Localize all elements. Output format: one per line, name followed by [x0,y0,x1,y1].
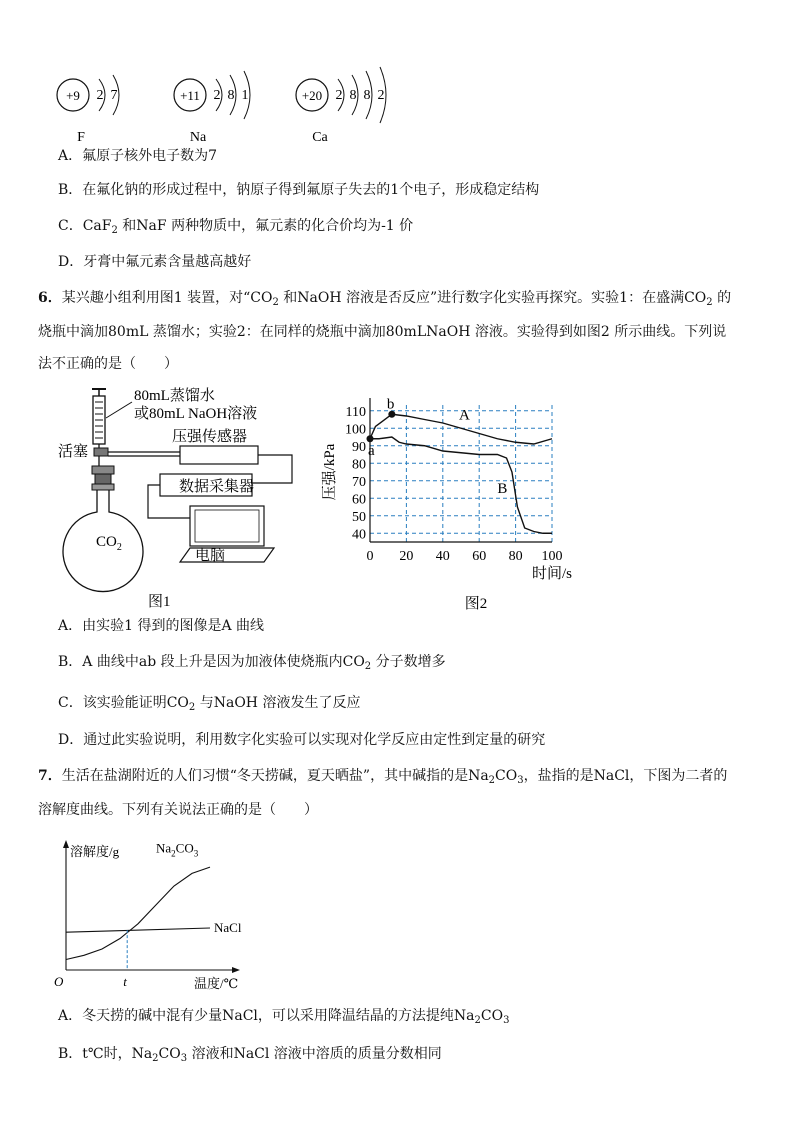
q5-option-d: D．牙膏中氟元素含量越高越好 [58,254,252,270]
y-tick-label: 80 [352,457,366,473]
q7-option-b: B．t℃时，$Na_2CO_3$ 溶液和NaCl 溶液中溶质的质量分数相同 [58,1046,442,1064]
x-tick-label: 40 [435,549,450,564]
shell-electron-count: 2 [213,88,221,103]
shell-electron-count: 2 [96,88,104,103]
figure-1-apparatus [40,380,310,620]
nucleus-charge: +9 [66,88,80,103]
q7-stem-line2: 溶解度曲线。下列有关说法正确的是（ ） [38,802,318,818]
q6-option-b: B．A 曲线中ab 段上升是因为加液体使烧瓶内$CO_2$ 分子数增多 [58,654,446,672]
solubility-chart [50,834,250,994]
shell-electron-count: 8 [227,88,235,103]
series-line-NaCl [66,928,210,932]
x-tick-label: 100 [541,549,563,564]
shell-electron-count: 2 [377,88,385,103]
q5-option-a: A．氟原子核外电子数为7 [58,148,218,164]
t-label: t [123,974,127,989]
y-tick-label: 40 [352,527,366,543]
q7-stem-line1: 7．生活在盐湖附近的人们习惯“冬天捞碱，夏天晒盐”，其中碱指的是$Na_2CO_3$，盐指的是NaCl，下图为二者的 [38,768,728,786]
shell-electron-count: 7 [110,88,118,103]
origin-label: O [54,974,64,989]
y-tick-label: 70 [352,474,366,490]
y-axis-label: 压强/kPa [322,443,338,501]
series-label-B: B [497,481,508,497]
q6-stem-line3: 法不正确的是（ ） [38,356,178,372]
nucleus-charge: +11 [180,88,200,103]
element-symbol: Ca [312,130,328,145]
y-tick-label: 100 [345,422,366,438]
series-label-nacl: NaCl [214,920,242,935]
computer-label: 电脑 [195,548,226,564]
shell-electron-count: 1 [241,88,249,103]
syringe-label-1: 80mL蒸馏水 [134,388,215,404]
x-axis-label: 温度/℃ [194,976,239,991]
x-tick-label: 80 [508,549,523,564]
y-tick-label: 60 [352,492,366,508]
q6-option-d: D．通过此实验说明，利用数字化实验可以实现对化学反应由定性到定量的研究 [58,732,546,748]
q6-option-c: C．该实验能证明$CO_2$ 与NaOH 溶液发生了反应 [58,695,361,713]
series-line-Na2CO3 [66,867,210,959]
y-tick-label: 110 [345,404,366,420]
point-label-a: a [368,442,375,459]
shell-electron-count: 8 [363,88,371,103]
q5-option-b: B．在氟化钠的形成过程中，钠原子得到氟原子失去的1个电子，形成稳定结构 [58,182,540,198]
nucleus-charge: +20 [301,88,323,103]
series-label-A: A [459,407,470,424]
atom-diagrams [40,40,440,150]
stopcock-label: 活塞 [58,444,89,460]
y-tick-label: 50 [352,509,366,525]
syringe-label-2: 或80mL NaOH溶液 [134,406,258,422]
point-label-b: b [386,396,395,413]
shell-electron-count: 8 [349,88,357,103]
x-tick-label: 60 [472,549,487,564]
q6-stem-line1: 6．某兴趣小组利用图1 装置，对“$CO_2$ 和NaOH 溶液是否反应”进行数字化实验再探究。实验1：在盛满$CO_2$ 的 [38,290,732,308]
flask-label: $CO_2$ [96,534,122,553]
y-tick-label: 90 [352,439,366,455]
collector-label: 数据采集器 [179,479,255,495]
shell-electron-count: 2 [335,88,343,103]
series-line-B [370,437,552,533]
element-symbol: F [77,130,85,145]
q6-option-a: A．由实验1 得到的图像是A 曲线 [58,618,265,634]
q6-stem-line2: 烧瓶中滴加80mL 蒸馏水；实验2：在同样的烧瓶中滴加80mLNaOH 溶液。实验得到如图2 所示曲线。下列说 [38,324,727,340]
q7-option-a: A．冬天捞的碱中混有少量NaCl，可以采用降温结晶的方法提纯$Na_2CO_3$ [58,1008,510,1026]
series-label-na2co3: $Na_2CO_3$ [156,840,199,859]
x-axis-label: 时间/s [531,566,573,582]
x-tick-label: 0 [366,549,374,564]
y-axis-arrow [63,840,69,848]
sensor-label: 压强传感器 [172,429,248,445]
x-tick-label: 20 [399,549,414,564]
figure-2-pressure-chart [318,392,590,614]
point-a [367,435,374,442]
figure-2-caption: 图2 [464,596,488,612]
figure-1-caption: 图1 [148,594,171,610]
x-axis-arrow [232,967,240,973]
q5-option-c: C．CaF$_2$ 和NaF 两种物质中，氟元素的化合价均为-1 价 [58,218,414,236]
element-symbol: Na [189,130,207,145]
y-axis-label: 溶解度/g [70,844,120,859]
